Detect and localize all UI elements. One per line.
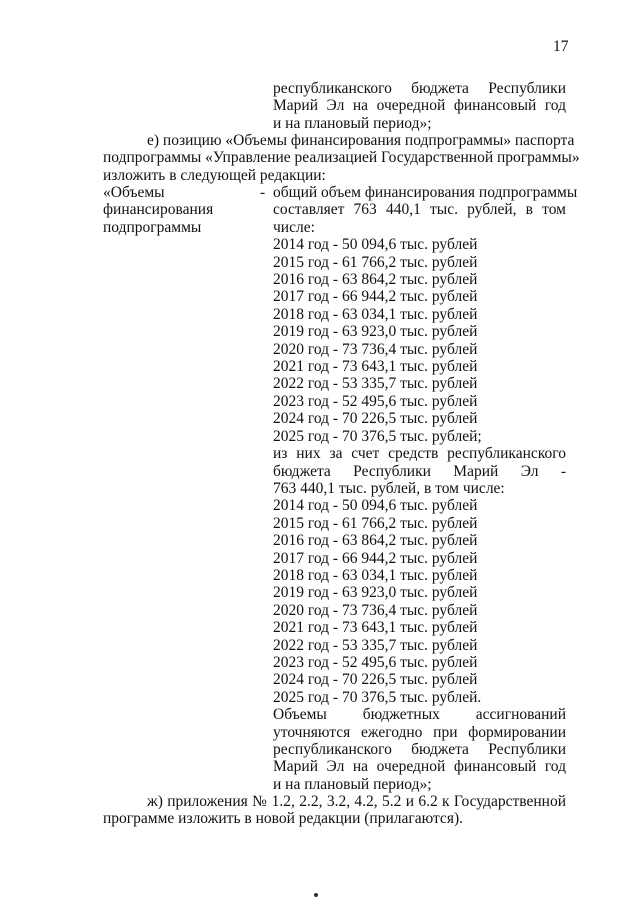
label-dash: - [260,184,266,201]
year-budget-item: 2019 год - 63 923,0 тыс. рублей [273,584,478,602]
year-total-item: 2017 год - 66 944,2 тыс. рублей [273,288,478,306]
page-number: 17 [553,38,569,55]
year-total-item: 2016 год - 63 864,2 тыс. рублей [273,271,478,289]
year-budget-item: 2014 год - 50 094,6 тыс. рублей [273,497,478,515]
year-total-item: 2021 год - 73 643,1 тыс. рублей [273,358,478,376]
year-total-item: 2018 год - 63 034,1 тыс. рублей [273,305,478,323]
intro-continuation [273,80,566,132]
closing-line-4: Марий Эл на очередной финансовый год [273,758,566,776]
funding-label-line-1: «Объемы [103,184,165,201]
year-total-item: 2024 год - 70 226,5 тыс. рублей [273,410,478,428]
item-zh-line-1: ж) приложения № 1.2, 2.2, 3.2, 4.2, 5.2 и 6.2 к Государственной [147,793,566,810]
year-total-item: 2023 год - 52 495,6 тыс. рублей [273,392,478,410]
intro-line-1: республиканского бюджета Республики [273,80,566,97]
years-budget-list [273,497,566,706]
item-e-line-2: подпрограммы «Управление реализацией Государственной программы» [103,149,580,167]
year-budget-item: 2021 год - 73 643,1 тыс. рублей [273,619,478,637]
year-total-item: 2015 год - 61 766,2 тыс. рублей [273,253,478,271]
total-line-1: общий объем финансирования подпрограммы [273,184,578,201]
year-budget-item: 2015 год - 61 766,2 тыс. рублей [273,514,478,532]
funding-label-line-3: подпрограммы [103,218,202,236]
funding-details [273,184,578,793]
budget-line-3: 763 440,1 тыс. рублей, в том числе: [273,479,505,497]
year-budget-item: 2022 год - 53 335,7 тыс. рублей [273,636,478,654]
year-budget-item: 2024 год - 70 226,5 тыс. рублей [273,671,478,689]
item-zh-line-2: программе изложить в новой редакции (прилагаются). [103,810,463,828]
item-zh-paragraph [103,793,566,828]
closing-line-2: уточняются ежегодно при формировании [273,723,566,741]
year-budget-item: 2016 год - 63 864,2 тыс. рублей [273,532,478,550]
budget-line-2: бюджета Республики Марий Эл - [273,462,566,480]
closing-line-3: республиканского бюджета Республики [273,741,566,758]
year-budget-item: 2018 год - 63 034,1 тыс. рублей [273,566,478,584]
years-total-list [273,236,566,445]
intro-line-3: и на плановый период»; [273,114,432,132]
total-line-3: числе: [273,218,315,236]
year-budget-item: 2017 год - 66 944,2 тыс. рублей [273,549,478,567]
year-budget-item: 2023 год - 52 495,6 тыс. рублей [273,653,478,671]
closing-line-1: Объемы бюджетных ассигнований [273,706,566,724]
page-dot [314,893,318,897]
item-e-line-1: е) позицию «Объемы финансирования подпрограммы» паспорта [147,132,575,149]
intro-line-2: Марий Эл на очередной финансовый год [273,97,566,115]
item-e-paragraph [103,132,580,184]
year-total-item: 2014 год - 50 094,6 тыс. рублей [273,236,478,254]
closing-line-5: и на плановый период»; [273,775,432,793]
item-e-line-3: изложить в следующей редакции: [103,166,326,184]
year-budget-item: 2020 год - 73 736,4 тыс. рублей [273,601,478,619]
year-total-item: 2019 год - 63 923,0 тыс. рублей [273,323,478,341]
year-total-item: 2025 год - 70 376,5 тыс. рублей; [273,427,482,445]
budget-line-1: из них за счет средств республиканского [273,445,566,463]
total-line-2: составляет 763 440,1 тыс. рублей, в том [273,201,566,219]
funding-label-line-2: финансирования [103,201,214,219]
funding-label [103,184,266,236]
year-total-item: 2020 год - 73 736,4 тыс. рублей [273,340,478,358]
year-total-item: 2022 год - 53 335,7 тыс. рублей [273,375,478,393]
year-budget-item: 2025 год - 70 376,5 тыс. рублей. [273,688,482,706]
